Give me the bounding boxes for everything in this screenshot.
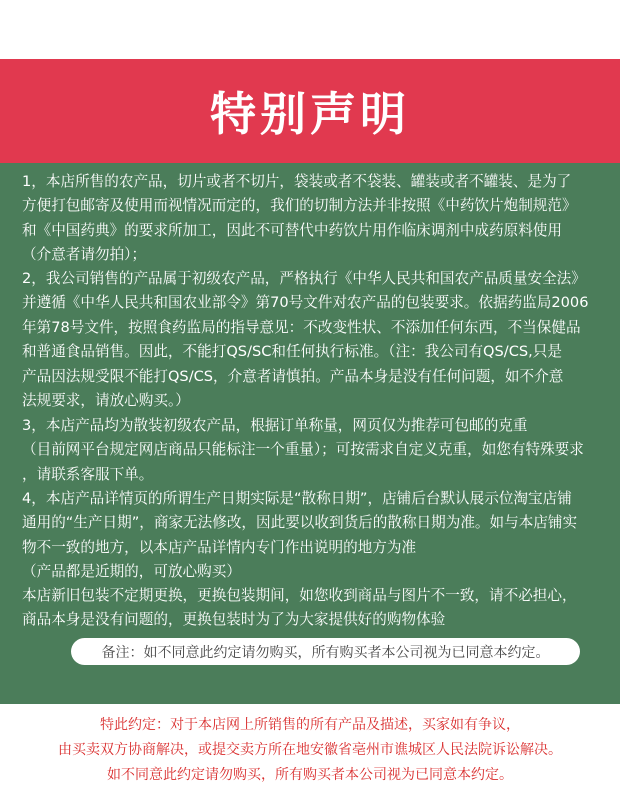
footer-line: 由买卖双方协商解决，或提交卖方所在地安徽省亳州市谯城区人民法院诉讼解决。 [58,742,562,758]
terms-line: 物不一致的地方，以本店产品详情内专门作出说明的地方为准 [22,538,417,556]
terms-line: ，请联系客服下单。 [22,465,154,483]
footer-line: 如不同意此约定请勿购买，所有购买者本公司视为已同意本约定。 [107,767,513,783]
terms-paragraph-2 [22,267,612,413]
terms-paragraph-3 [22,414,612,487]
terms-line: 和《中国药典》的要求所加工，因此不可替代中药饮片用作临床调剂中成药原料使用 [22,221,562,239]
top-blank-area [0,0,620,59]
notice-text: 备注：如不同意此约定请勿购买，所有购买者本公司视为已同意本约定。 [101,644,550,661]
terms-line: 并遵循《中华人民共和国农业部令》第70号文件对农产品的包装要求。依据药监局2006 [22,294,589,312]
terms-line: 本店新旧包装不定期更换，更换包装期间，如您收到商品与图片不一致，请不必担心， [22,587,577,604]
terms-line: 1，本店所售的农产品，切片或者不切片，袋装或者不袋装、罐装或者不罐装、是为了 [22,173,572,190]
terms-line: 年第78号文件，按照食药监局的指导意见：不改变性状、不添加任何东西，不当保健品 [22,318,581,336]
footer-line: 特此约定：对于本店网上所销售的所有产品及描述，买家如有争议， [100,717,520,733]
terms-line: 和普通食品销售。因此，不能打QS/SC和任何执行标准。（注：我公司有QS/CS,只是 [22,343,562,361]
terms-line: 法规要求，请放心购买。） [22,392,190,410]
terms-line: 4，本店产品详情页的所谓生产日期实际是“散称日期”，店铺后台默认展示位淘宝店铺 [22,490,572,507]
terms-line: （目前网平台规定网店商品只能标注一个重量）；可按需求自定义克重，如您有特殊要求 [22,441,584,459]
footer-agreement [0,704,620,808]
terms-line: 方便打包邮寄及使用而视情况而定的，我们的切制方法并非按照《中药饮片炮制规范》 [22,197,577,215]
page-title: 特别声明 [210,87,410,141]
notice-bar [71,638,580,665]
terms-line: （产品都是近期的，可放心购买） [22,563,241,581]
terms-paragraph-1 [22,170,612,268]
terms-panel [0,163,620,704]
terms-line: 商品本身是没有问题的，更换包装时为了为大家提供好的购物体验 [22,611,446,629]
header-banner [0,59,620,163]
terms-paragraph-5 [22,584,612,633]
terms-line: 产品因法规受限不能打QS/CS，介意者请慎拍。产品本身是没有任何问题，如不介意 [22,367,564,385]
terms-line: 2，我公司销售的产品属于初级农产品，严格执行《中华人民共和国农产品质量安全法》 [22,270,586,287]
terms-line: 3，本店产品均为散装初级农产品，根据订单称量，网页仅为推荐可包邮的克重 [22,417,528,434]
terms-line: 通用的“生产日期”，商家无法修改，因此要以收到货后的散称日期为准。如与本店铺实 [22,514,578,532]
terms-paragraph-4 [22,487,612,585]
terms-line: （介意者请勿拍）； [22,246,147,264]
